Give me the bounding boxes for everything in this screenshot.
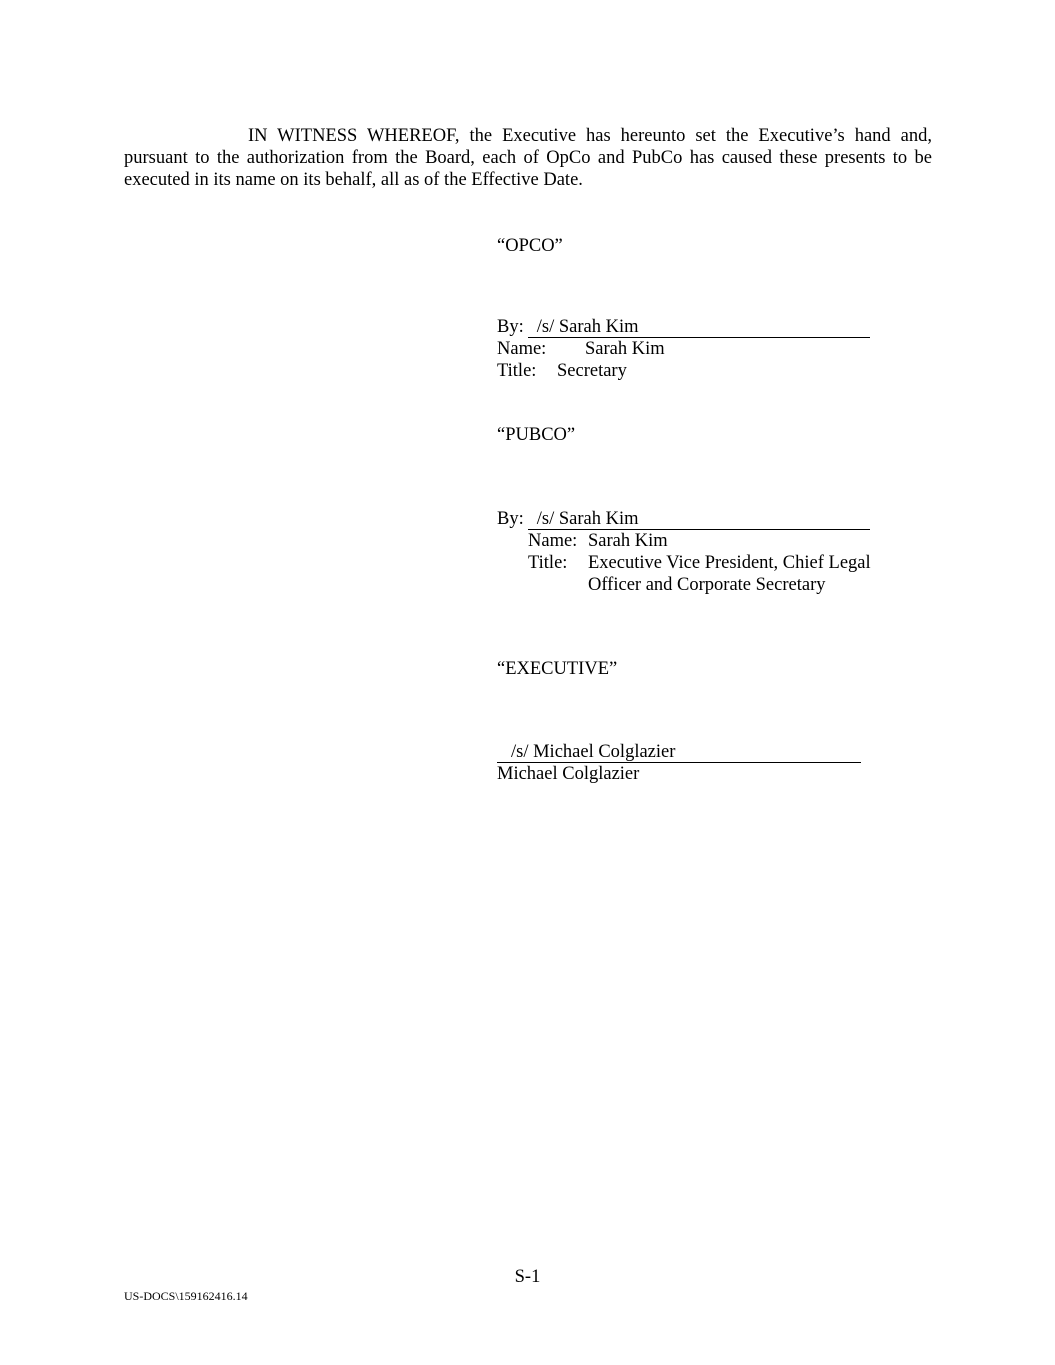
opco-by-line bbox=[497, 316, 870, 338]
executive-heading: “EXECUTIVE” bbox=[497, 659, 618, 679]
pubco-title-line2: Officer and Corporate Secretary bbox=[588, 575, 826, 595]
pubco-signature: /s/ Sarah Kim bbox=[536, 509, 639, 529]
executive-signature-line bbox=[497, 742, 861, 763]
pubco-name: Sarah Kim bbox=[588, 531, 668, 551]
page-number: S-1 bbox=[514, 1267, 541, 1287]
opco-name: Sarah Kim bbox=[585, 339, 665, 359]
executive-signature-row bbox=[497, 741, 861, 763]
opco-title-line bbox=[497, 360, 627, 382]
opco-title-label: Title: bbox=[497, 361, 537, 381]
executive-name: Michael Colglazier bbox=[497, 764, 640, 784]
pubco-by-line bbox=[497, 508, 870, 530]
pubco-title-label: Title: bbox=[528, 553, 568, 573]
pubco-title-line1: Executive Vice President, Chief Legal bbox=[588, 553, 871, 573]
opco-name-line bbox=[497, 338, 665, 360]
opco-signature-line bbox=[528, 317, 870, 338]
opco-name-label: Name: bbox=[497, 339, 547, 359]
witness-paragraph bbox=[124, 125, 932, 191]
pubco-by-label: By: bbox=[497, 509, 524, 529]
pubco-title-line bbox=[528, 552, 871, 574]
opco-title: Secretary bbox=[557, 361, 627, 381]
document-id: US-DOCS\159162416.14 bbox=[124, 1289, 248, 1303]
opco-heading: “OPCO” bbox=[497, 236, 563, 256]
pubco-signature-line bbox=[528, 509, 870, 530]
pubco-name-label: Name: bbox=[528, 531, 578, 551]
witness-paragraph-text: IN WITNESS WHEREOF, the Executive has hereunto set the Executive’s hand and, pursuant to the authorization from the Board, each of OpCo and PubCo has caused these presents to be executed in its name on its behalf, all as of the Effective Date. bbox=[124, 126, 932, 190]
pubco-name-line bbox=[528, 530, 668, 552]
opco-by-label: By: bbox=[497, 317, 524, 337]
executive-signature: /s/ Michael Colglazier bbox=[511, 742, 676, 762]
opco-signature: /s/ Sarah Kim bbox=[536, 317, 639, 337]
pubco-heading: “PUBCO” bbox=[497, 425, 576, 445]
